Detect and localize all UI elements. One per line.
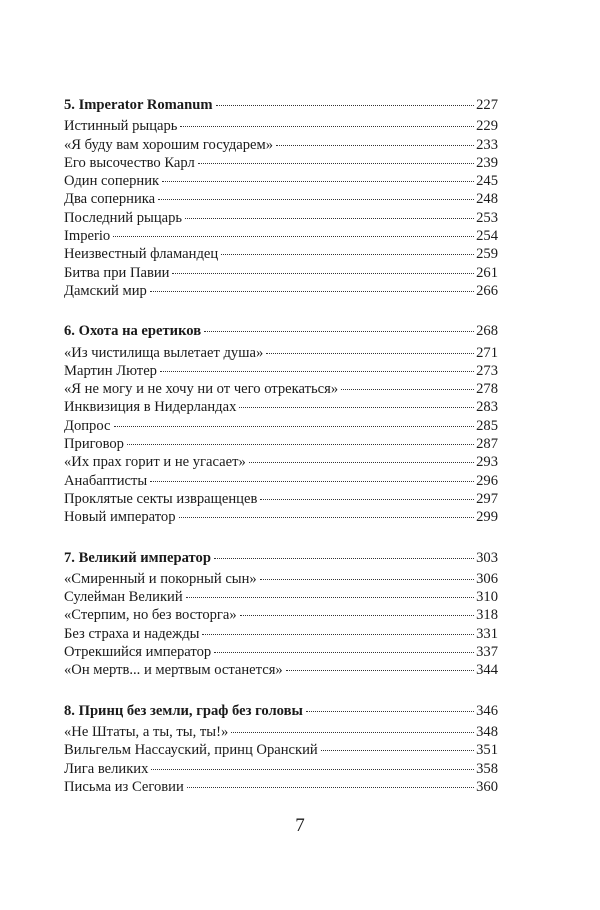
entry-page-number: 271 [476, 344, 498, 361]
entry-page-number: 233 [476, 136, 498, 153]
entry-page-number: 358 [476, 760, 498, 777]
chapter-heading [64, 549, 498, 567]
dot-leader [266, 349, 474, 354]
dot-leader [162, 177, 474, 182]
entry-page-number: 360 [476, 778, 498, 795]
dot-leader [239, 403, 474, 408]
toc-chapter [64, 96, 498, 300]
entry-title: «Я не могу и не хочу ни от чего отрекаться» [64, 381, 339, 398]
entry-page-number: 266 [476, 282, 498, 299]
dot-leader [286, 666, 474, 671]
dot-leader [321, 746, 474, 751]
dot-leader [214, 554, 474, 559]
toc-entry [64, 588, 498, 606]
toc-entry [64, 490, 498, 508]
entry-page-number: 337 [476, 644, 498, 661]
entry-title: Инквизиция в Нидерландах [64, 399, 237, 416]
chapter-heading [64, 96, 498, 114]
entry-page-number: 239 [476, 154, 498, 171]
entry-title: «Их прах горит и не угасает» [64, 454, 246, 471]
entry-title: «Не Штаты, а ты, ты, ты!» [64, 723, 229, 740]
toc-entry [64, 227, 498, 245]
entry-page-number: 285 [476, 417, 498, 434]
toc-entry [64, 282, 498, 300]
chapter-heading [64, 702, 498, 720]
entry-title: Один соперник [64, 173, 160, 190]
entry-page-number: 278 [476, 381, 498, 398]
toc-entry [64, 625, 498, 643]
toc-entry [64, 136, 498, 154]
toc-entry [64, 117, 498, 135]
dot-leader [240, 611, 474, 616]
chapter-title: 7. Великий император [64, 549, 211, 566]
toc-entry [64, 508, 498, 526]
toc-chapter [64, 702, 498, 796]
toc-entry [64, 741, 498, 759]
dot-leader [260, 495, 474, 500]
toc-entry [64, 245, 498, 263]
toc-entry [64, 453, 498, 471]
entry-page-number: 306 [476, 570, 498, 587]
entry-title: Вильгельм Нассауский, принц Оранский [64, 742, 318, 759]
table-of-contents [64, 96, 498, 818]
chapter-heading [64, 322, 498, 340]
dot-leader [276, 141, 474, 146]
dot-leader [214, 648, 474, 653]
entry-title: «Я буду вам хорошим государем» [64, 136, 274, 153]
dot-leader [160, 367, 474, 372]
toc-entry [64, 172, 498, 190]
dot-leader [260, 575, 474, 580]
dot-leader [185, 214, 474, 219]
entry-title: Сулейман Великий [64, 589, 183, 606]
entry-page-number: 348 [476, 723, 498, 740]
entry-page-number: 287 [476, 436, 498, 453]
dot-leader [221, 250, 474, 255]
entry-title: «Он мертв... и мертвым останется» [64, 662, 283, 679]
entry-title: Приговор [64, 436, 124, 453]
chapter-page-number: 346 [476, 702, 498, 719]
entry-title: Imperio [64, 228, 111, 245]
toc-entry [64, 570, 498, 588]
dot-leader [127, 440, 474, 445]
entry-page-number: 261 [476, 264, 498, 281]
entry-page-number: 310 [476, 589, 498, 606]
chapter-title: 8. Принц без земли, граф без головы [64, 702, 303, 719]
dot-leader [150, 477, 474, 482]
entry-page-number: 318 [476, 607, 498, 624]
entry-title: «Стерпим, но без восторга» [64, 607, 237, 624]
entry-title: Дамский мир [64, 282, 147, 299]
dot-leader [341, 385, 474, 390]
toc-entry [64, 643, 498, 661]
entry-page-number: 254 [476, 228, 498, 245]
entry-page-number: 344 [476, 662, 498, 679]
entry-title: Мартин Лютер [64, 362, 157, 379]
entry-page-number: 253 [476, 209, 498, 226]
entry-title: Последний рыцарь [64, 209, 183, 226]
dot-leader [180, 122, 474, 127]
dot-leader [204, 327, 474, 332]
entry-title: «Из чистилища вылетает душа» [64, 344, 264, 361]
entry-title: Анабаптисты [64, 472, 148, 489]
toc-entry [64, 190, 498, 208]
chapter-title: 5. Imperator Romanum [64, 97, 213, 113]
toc-chapter [64, 322, 498, 526]
toc-entry [64, 154, 498, 172]
entry-page-number: 299 [476, 509, 498, 526]
toc-entry [64, 209, 498, 227]
entry-page-number: 331 [476, 625, 498, 642]
entry-page-number: 293 [476, 454, 498, 471]
toc-entry [64, 362, 498, 380]
entry-title: Истинный рыцарь [64, 118, 178, 135]
toc-entry [64, 344, 498, 362]
toc-entry [64, 723, 498, 741]
page-number: 7 [295, 815, 305, 836]
dot-leader [198, 159, 474, 164]
toc-entry [64, 417, 498, 435]
entry-title: Битва при Павии [64, 264, 170, 281]
entry-title: Без страха и надежды [64, 625, 200, 642]
toc-entry [64, 264, 498, 282]
entry-page-number: 229 [476, 118, 498, 135]
toc-entry [64, 472, 498, 490]
dot-leader [216, 101, 475, 106]
dot-leader [150, 287, 474, 292]
dot-leader [187, 783, 474, 788]
dot-leader [179, 513, 475, 518]
entry-title: Неизвестный фламандец [64, 246, 219, 263]
entry-page-number: 351 [476, 742, 498, 759]
chapter-page-number: 303 [476, 549, 498, 566]
entry-title: Проклятые секты извращенцев [64, 490, 258, 507]
dot-leader [202, 630, 474, 635]
toc-entry [64, 380, 498, 398]
dot-leader [151, 765, 474, 770]
entry-title: Два соперника [64, 191, 156, 208]
chapter-page-number: 227 [476, 97, 498, 113]
entry-title: «Смиренный и покорный сын» [64, 570, 257, 587]
dot-leader [158, 195, 474, 200]
entry-title: Его высочество Карл [64, 154, 195, 171]
toc-chapter [64, 549, 498, 680]
toc-entry [64, 661, 498, 679]
chapter-page-number: 268 [476, 323, 498, 340]
entry-page-number: 273 [476, 362, 498, 379]
toc-entry [64, 435, 498, 453]
dot-leader [231, 728, 474, 733]
dot-leader [306, 707, 474, 712]
chapter-title: 6. Охота на еретиков [64, 323, 202, 340]
toc-entry [64, 778, 498, 796]
entry-title: Отрекшийся император [64, 644, 212, 661]
entry-title: Допрос [64, 417, 111, 434]
dot-leader [172, 269, 474, 274]
entry-page-number: 259 [476, 246, 498, 263]
dot-leader [114, 422, 475, 427]
entry-page-number: 296 [476, 472, 498, 489]
entry-page-number: 245 [476, 173, 498, 190]
dot-leader [113, 232, 474, 237]
entry-title: Лига великих [64, 760, 149, 777]
dot-leader [186, 593, 474, 598]
entry-page-number: 297 [476, 490, 498, 507]
entry-page-number: 248 [476, 191, 498, 208]
toc-entry [64, 606, 498, 624]
entry-title: Новый император [64, 509, 176, 526]
dot-leader [249, 458, 474, 463]
toc-entry [64, 398, 498, 416]
entry-title: Письма из Сеговии [64, 778, 184, 795]
entry-page-number: 283 [476, 399, 498, 416]
toc-entry [64, 760, 498, 778]
